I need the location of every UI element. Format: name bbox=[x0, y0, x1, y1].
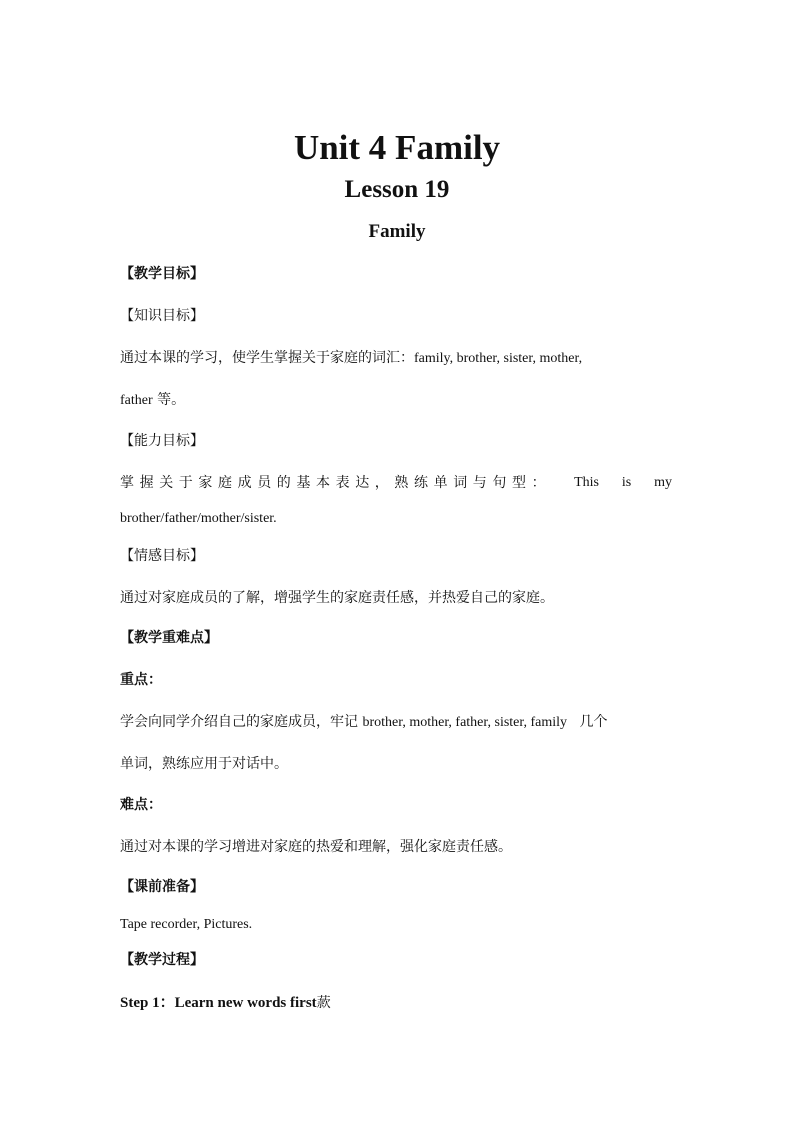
key-text-line-1 bbox=[120, 712, 672, 733]
ability-word-this: This bbox=[574, 475, 599, 490]
knowledge-text-words: family, brother, sister, mother, bbox=[414, 351, 583, 366]
prep-heading: 【课前准备】 bbox=[120, 879, 204, 895]
emotion-goals-heading: 【情感目标】 bbox=[120, 548, 204, 564]
process-heading: 【教学过程】 bbox=[120, 952, 204, 968]
step-1-line bbox=[120, 993, 672, 1013]
ability-text-line-1 bbox=[120, 473, 672, 493]
teaching-goals-heading: 【教学目标】 bbox=[120, 266, 204, 282]
ability-text-line-2 bbox=[120, 508, 672, 529]
emotion-text: 通过对家庭成员的了解，增强学生的家庭责任感，并热爱自己的家庭。 bbox=[120, 590, 554, 606]
knowledge-text-line-1 bbox=[120, 348, 672, 369]
ability-goals-heading: 【能力目标】 bbox=[120, 433, 204, 449]
difficult-label: 难点： bbox=[120, 797, 162, 813]
key-label: 重点： bbox=[120, 672, 162, 688]
ability-text-cont: brother/father/mother/sister. bbox=[120, 511, 277, 526]
prep-text-line bbox=[120, 914, 672, 935]
ability-word-my: my bbox=[654, 475, 672, 490]
prep-text: Tape recorder, Pictures. bbox=[120, 917, 253, 932]
key-points-heading: 【教学重难点】 bbox=[120, 630, 218, 646]
step-1-heading: Step 1：Learn new words first bbox=[120, 995, 317, 1011]
key-text-cn-b: 几个 bbox=[579, 714, 608, 730]
key-text-line-2: 单词，熟练应用于对话中。 bbox=[120, 756, 288, 772]
key-text-cn-a: 学会向同学介绍自己的家庭成员，牢记 bbox=[120, 714, 358, 730]
lesson-heading: Lesson 19 bbox=[344, 176, 450, 203]
difficult-text: 通过对本课的学习增进对家庭的热爱和理解，强化家庭责任感。 bbox=[120, 839, 512, 855]
step-1-glyph: 䕀 bbox=[316, 995, 331, 1011]
knowledge-text-line-2 bbox=[120, 390, 672, 411]
document-title: Unit 4 Family bbox=[293, 128, 501, 167]
ability-text-cn: 掌握关于家庭成员的基本表达，熟练单词与句型： bbox=[120, 475, 552, 491]
knowledge-text-cn: 通过本课的学习，使学生掌握关于家庭的词汇： bbox=[120, 350, 414, 366]
ability-word-is: is bbox=[621, 475, 632, 490]
knowledge-text-end: 等。 bbox=[157, 392, 186, 408]
lesson-subtitle: Family bbox=[368, 221, 426, 242]
knowledge-goals-heading: 【知识目标】 bbox=[120, 308, 204, 324]
key-text-words: brother, mother, father, sister, family bbox=[362, 715, 568, 730]
knowledge-text-cont: father bbox=[120, 393, 153, 408]
